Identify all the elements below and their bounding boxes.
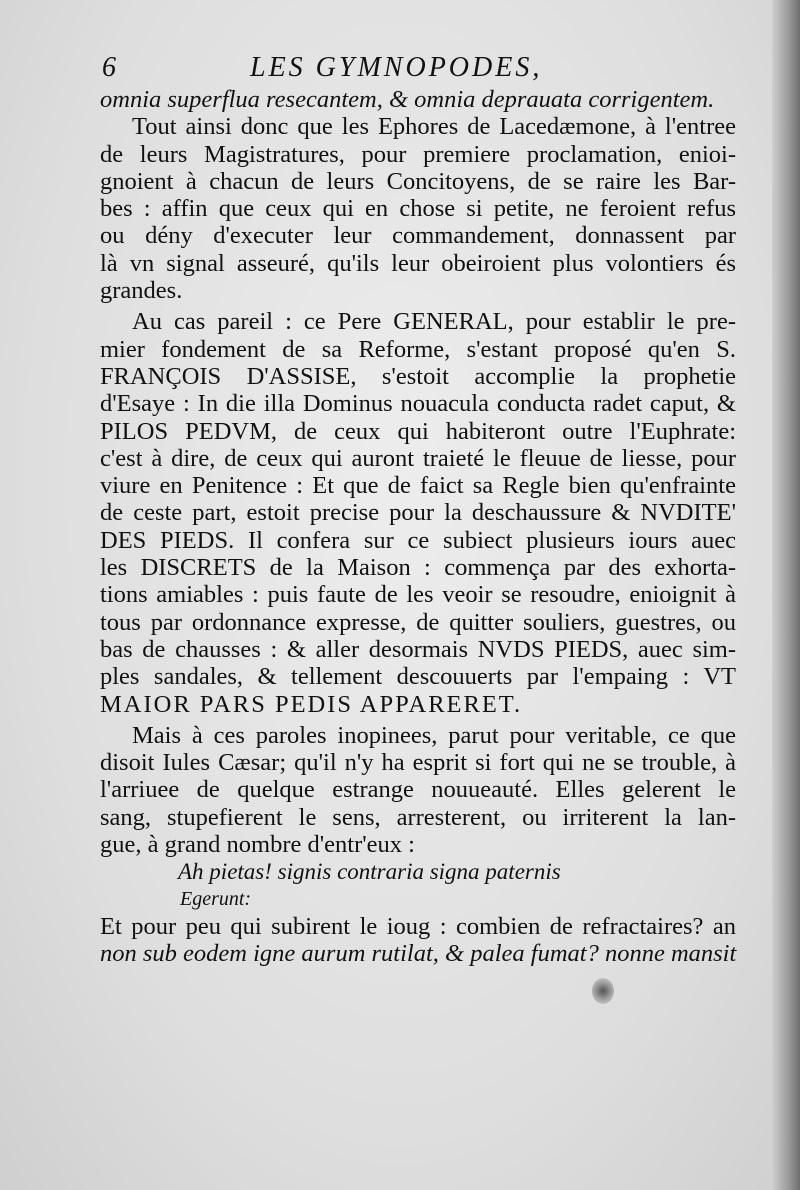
page-text-block [100, 50, 736, 968]
text-line: de ceste part, estoit precise pour la deschaussure & NVDITE' [100, 499, 736, 527]
ink-smudge [592, 978, 614, 1004]
text-line: grandes. [100, 277, 183, 305]
text-line: MAIOR PARS PEDIS APPARERET. [100, 690, 523, 718]
text-line: Tout ainsi donc que les Ephores de Lacedæmone, à l'entree [132, 113, 736, 141]
page-number: 6 [102, 52, 116, 83]
page-header [100, 50, 736, 86]
text-line: sang, stupefierent le sens, arresterent, ou irriterent la lan- [100, 803, 736, 831]
text-line: ples sandales, & tellement descouuerts par l'empaing : VT [100, 663, 736, 691]
text-line: non sub eodem igne aurum rutilat, & palea fumat? nonne mansit [100, 940, 737, 968]
text-line: tions amiables : puis faute de les veoir se resoudre, enioignit à [100, 581, 736, 609]
page-gutter-shadow [772, 0, 800, 1190]
text-line: disoit Iules Cæsar; qu'il n'y ha esprit si fort qui ne se trouble, à [100, 749, 736, 777]
text-line: Mais à ces paroles inopinees, parut pour veritable, ce que [132, 721, 736, 749]
text-line: les DISCRETS de la Maison : commença par des exhorta- [100, 554, 736, 582]
text-line: Au cas pareil : ce Pere GENERAL, pour establir le pre- [132, 308, 736, 336]
text-line: là vn signal asseuré, qu'ils leur obeiroient plus volontiers és [100, 249, 736, 277]
text-line: mier fondement de sa Reforme, s'estant proposé qu'en S. [100, 335, 736, 363]
running-title: LES GYMNOPODES, [250, 52, 543, 83]
text-line: viure en Penitence : Et que de faict sa Regle bien qu'enfrainte [100, 472, 736, 500]
text-line: PILOS PEDVM, de ceux qui habiteront outre l'Euphrate: [100, 417, 736, 445]
text-line: l'arriuee de quelque estrange nouueauté. Elles gelerent le [100, 776, 736, 804]
text-line: FRANÇOIS D'ASSISE, s'estoit accomplie la prophetie [100, 362, 736, 390]
text-line: bes : affin que ceux qui en chose si petite, ne feroient refus [100, 195, 736, 223]
verse-line: Egerunt: [180, 887, 252, 910]
text-line: bas de chausses : & aller desormais NVDS PIEDS, auec sim- [100, 635, 736, 663]
text-line: omnia superflua resecantem, & omnia deprauata corrigentem. [100, 86, 715, 113]
text-line: d'Esaye : In die illa Dominus nouacula conducta radet caput, & [100, 390, 736, 418]
text-line: ou dény d'executer leur commandement, donnassent par [100, 222, 736, 250]
text-line: de leurs Magistratures, pour premiere proclamation, enioi- [100, 140, 736, 168]
text-line: gnoient à chacun de leurs Concitoyens, de se raire les Bar- [100, 167, 736, 195]
text-line: gue, à grand nombre d'entr'eux : [100, 831, 415, 859]
text-line: DES PIEDS. Il confera sur ce subiect plusieurs iours auec [100, 526, 736, 554]
text-line: c'est à dire, de ceux qui auront traieté le fleuue de liesse, pour [100, 444, 736, 472]
text-line: tous par ordonnance expresse, de quitter souliers, guestres, ou [100, 608, 736, 636]
verse-line: Ah pietas! signis contraria signa paternis [178, 859, 561, 885]
text-line: Et pour peu qui subirent le ioug : combien de refractaires? an [100, 912, 736, 940]
